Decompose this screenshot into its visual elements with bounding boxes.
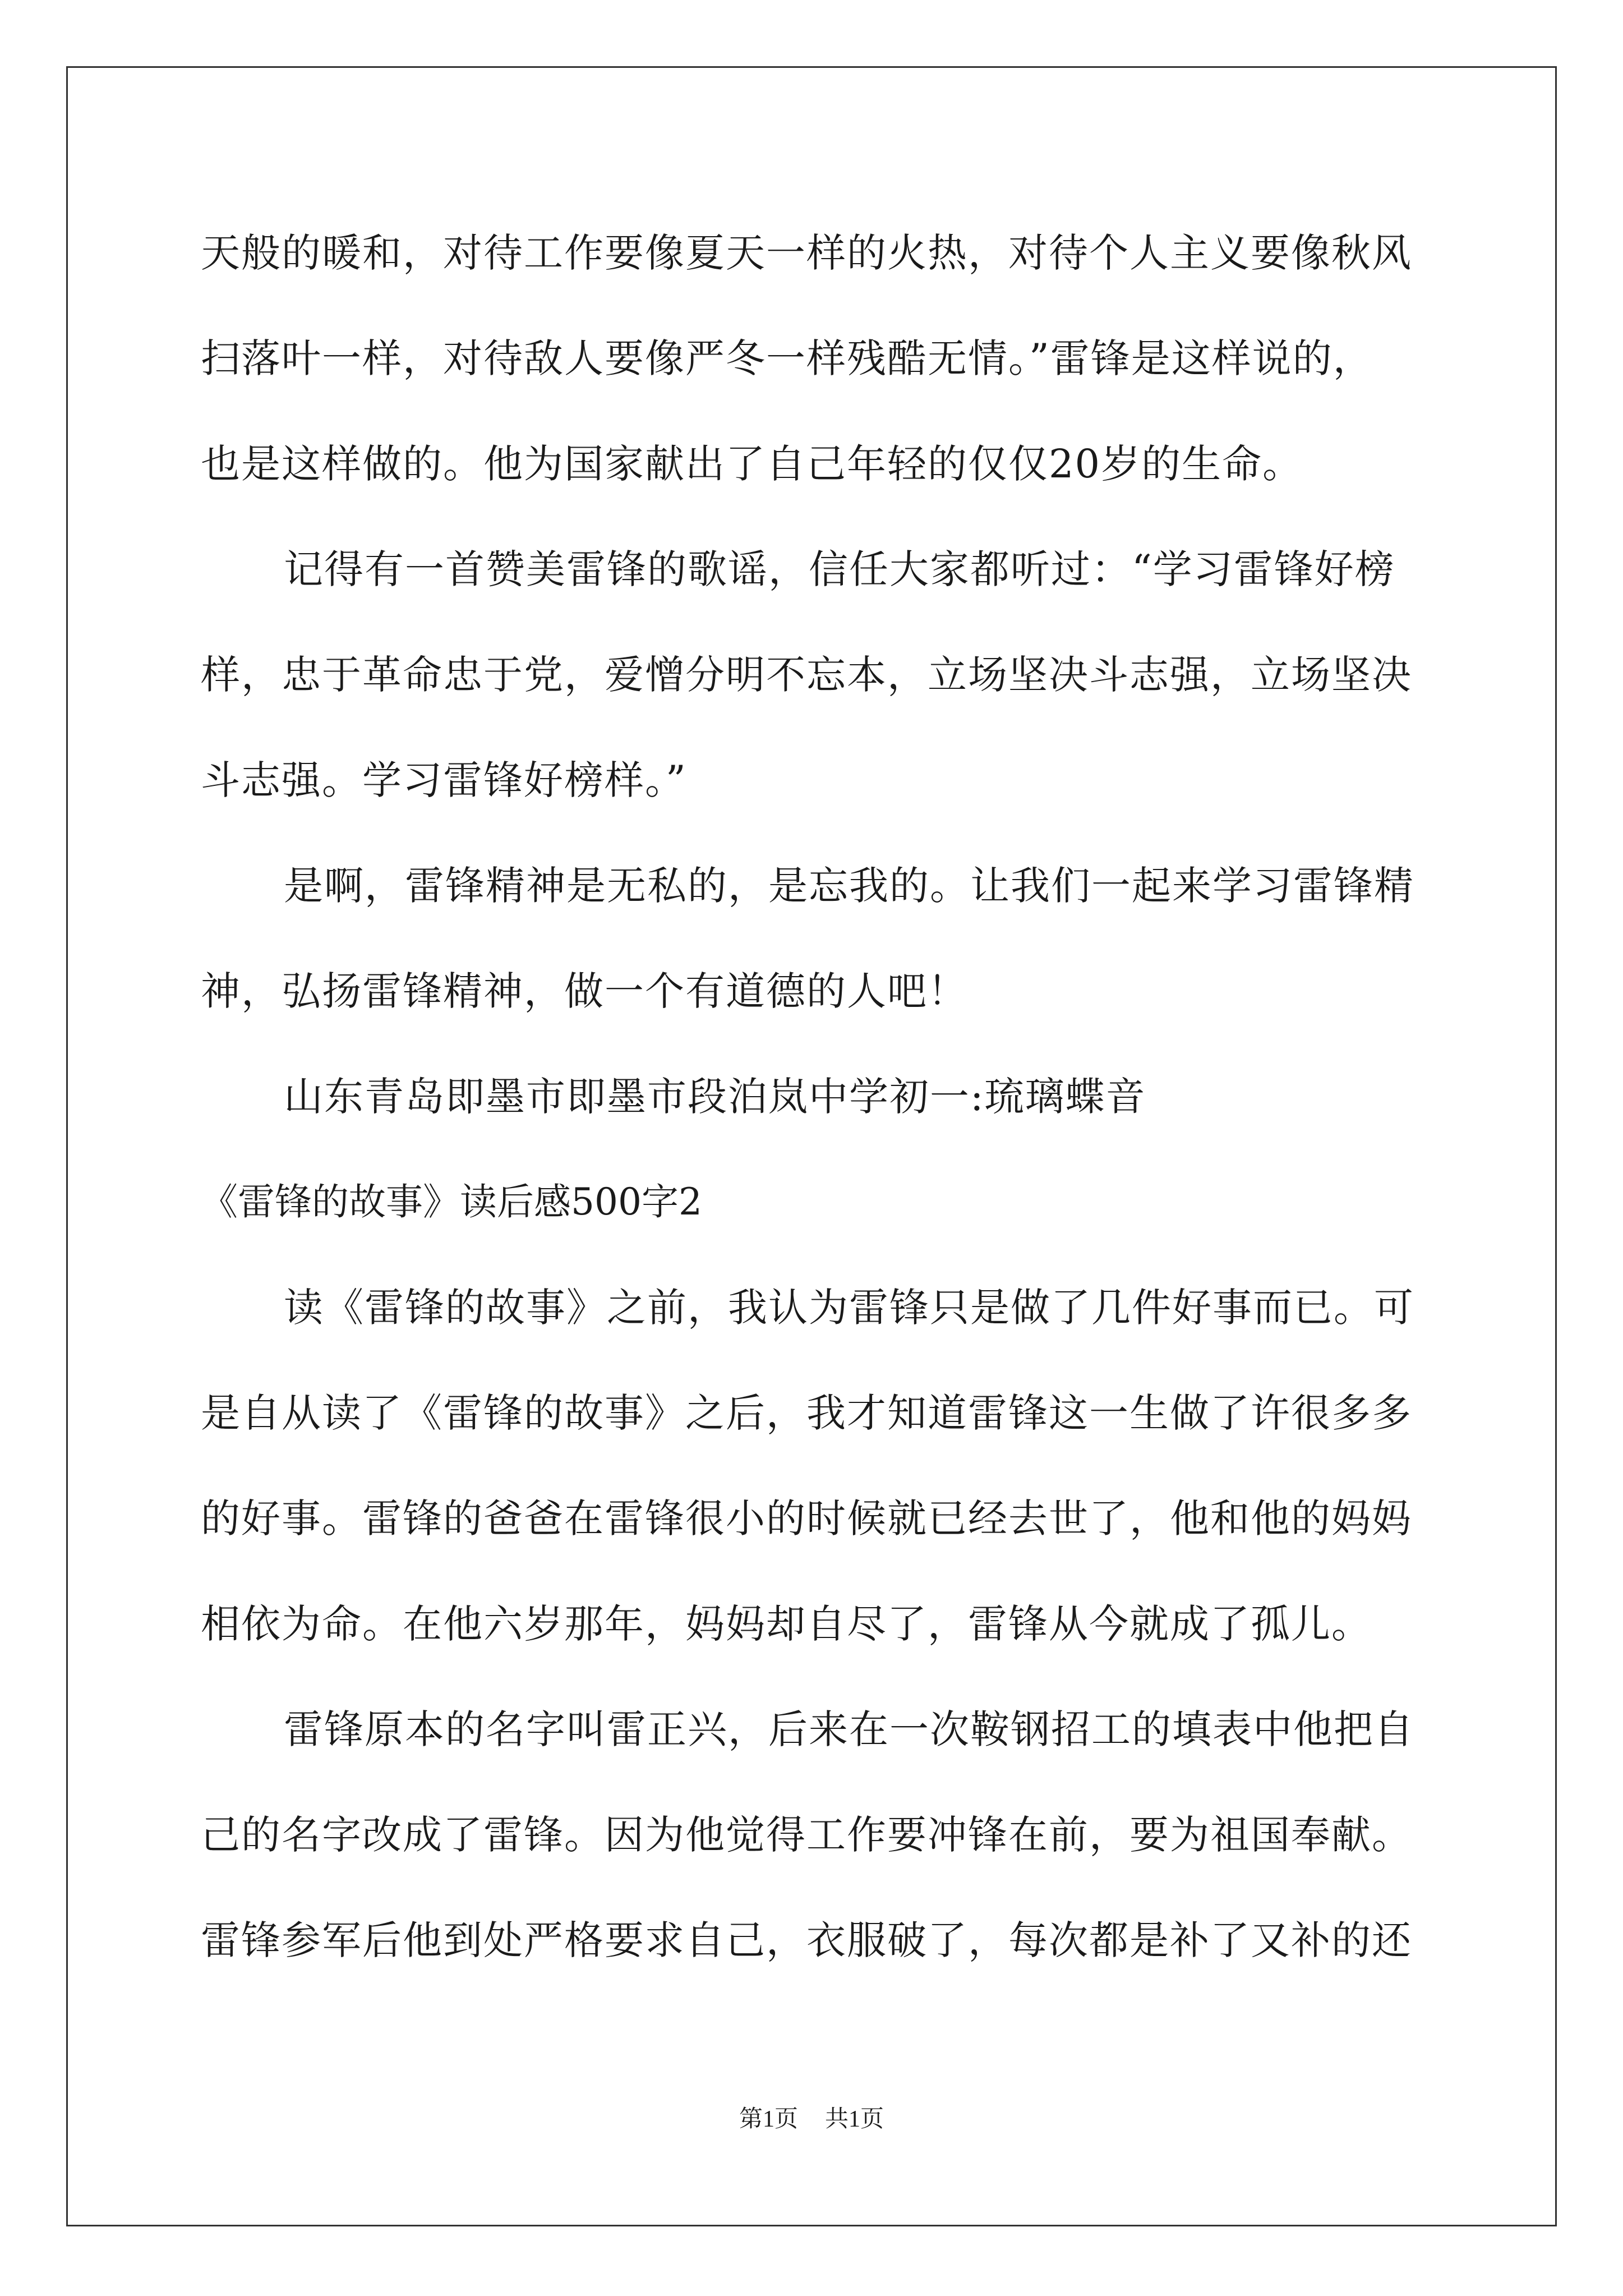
text-line: 相依为命。在他六岁那年，妈妈却自尽了，雷锋从今就成了孤儿。	[201, 1601, 1372, 1647]
paragraph-start-line: 雷锋原本的名字叫雷正兴，后来在一次鞍钢招工的填表中他把自	[284, 1706, 1414, 1752]
text-line: 样，忠于革命忠于党，爱憎分明不忘本，立场坚决斗志强，立场坚决	[201, 652, 1412, 698]
paragraph-start-line: 是啊，雷锋精神是无私的，是忘我的。让我们一起来学习雷锋精	[284, 863, 1414, 909]
author-line: 山东青岛即墨市即墨市段泊岚中学初一:琉璃蝶音	[284, 1074, 1146, 1120]
text-line: 的好事。雷锋的爸爸在雷锋很小的时候就已经去世了，他和他的妈妈	[201, 1496, 1412, 1542]
text-line: 天般的暖和，对待工作要像夏天一样的火热，对待个人主义要像秋风	[201, 230, 1412, 276]
text-line: 神，弘扬雷锋精神，做一个有道德的人吧！	[201, 968, 968, 1014]
total-pages: 共1页	[825, 2106, 884, 2132]
paragraph-start-line: 读《雷锋的故事》之前，我认为雷锋只是做了几件好事而已。可	[284, 1285, 1414, 1331]
text-line: 是自从读了《雷锋的故事》之后，我才知道雷锋这一生做了许很多多	[201, 1390, 1412, 1436]
text-line: 雷锋参军后他到处严格要求自己，衣服破了，每次都是补了又补的还	[201, 1917, 1412, 1963]
page-footer	[0, 2102, 1623, 2136]
text-line: 扫落叶一样，对待敌人要像严冬一样残酷无情。”雷锋是这样说的，	[201, 335, 1373, 381]
page-number: 第1页	[739, 2106, 798, 2132]
paragraph-start-line: 记得有一首赞美雷锋的歌谣，信任大家都听过：“学习雷锋好榜	[284, 546, 1395, 592]
text-line: 也是这样做的。他为国家献出了自己年轻的仅仅20岁的生命。	[201, 441, 1303, 487]
text-line: 斗志强。学习雷锋好榜样。”	[201, 757, 687, 803]
section-title: 《雷锋的故事》读后感500字2	[201, 1180, 702, 1223]
document-body	[201, 222, 1435, 2014]
text-line: 己的名字改成了雷锋。因为他觉得工作要冲锋在前，要为祖国奉献。	[201, 1812, 1412, 1858]
